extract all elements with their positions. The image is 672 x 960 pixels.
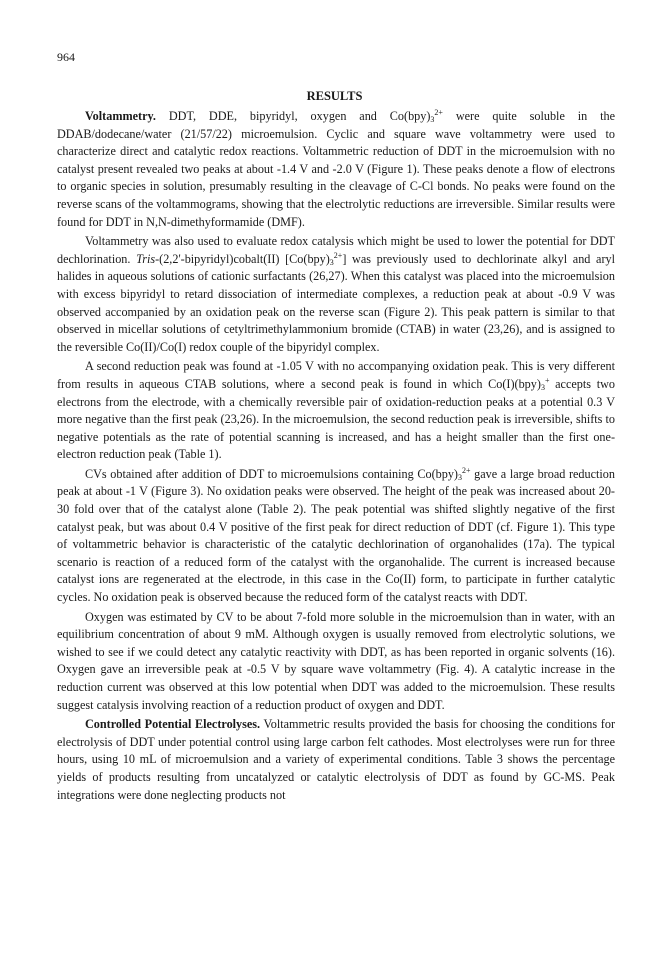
superscript: 2+ [434,108,443,117]
superscript: 2+ [333,250,343,260]
paragraph-oxygen [57,609,615,715]
paragraph-second-peak [57,358,615,464]
page-number: 964 [57,50,75,64]
text-span: ] was previously used to dechlorinate alkyl and aryl halides in aqueous solutions of cationic surfactants (26,27). When this catalyst was placed into the microemulsion with excess bipyridyl to retard dissociation of intermediate complexes, a reduction peak at about -0.9 V was observed accompanied by an oxidation peak on the reverse scan (Figure 2). This peak pattern is similar to that observed in micellar solutions of cetyltrimethylammonium bromide (CTAB) in water (23,26), and is assigned to the reversible Co(II)/Co(I) redox couple of the bipyridyl complex. [57,251,615,354]
italic-term: Tris [136,251,156,266]
superscript: 2+ [461,465,471,475]
text-span: gave a large broad reduction peak at about -1 V (Figure 3). No oxidation peaks were observed. The height of the peak was increased about 20-30 fold over that of the catalyst alone (Table 2). The peak potential was shifted slightly negative of the first catalyst peak, but was about 0.4 V positive of the first peak for direct reduction of DDT (cf. Figure 1). This type of voltammetric behavior is characteristic of the catalytic dechlorination of organohalides (17a). The typical scenario is reaction of a reduced form of the catalyst with the organohalide. The current is increased because catalyst ions are regenerated at the electrode, in this case in the Co(II) form, to participate in further catalytic cycles. No oxidation peak is observed because the reduced form of the catalyst reacts with DDT. [57,466,615,605]
subscript: 3 [457,472,462,482]
runin-heading-voltammetry: Voltammetry. [85,109,156,123]
paragraph-electrolyses [57,716,615,804]
section-heading: RESULTS [306,89,363,103]
paragraph-voltammetry [57,108,615,231]
text-span: Oxygen was estimated by CV to be about 7-fold more soluble in the microemulsion than in water, with an equilibrium concentration of about 9 mM. Although oxygen is usually removed from electrolytic solutions, we wished to see if we could detect any catalytic reactivity with DDT, as has been reported in organic solvents (16). Oxygen gave an irreversible peak at -0.5 V by square wave voltammetry (Fig. 4). A catalytic increase in the reduction current was observed at this low potential when DDT was added to the microemulsion. These results suggest catalysis involving reaction of a reduction product of oxygen and DDT. [57,609,615,712]
text-span: DDT, DDE, bipyridyl, oxygen and Co(bpy) [155,109,431,123]
runin-heading-electrolyses: Controlled Potential Electrolyses. [85,717,261,732]
text-span: CVs obtained after addition of DDT to microemulsions containing Co(bpy) [85,466,458,481]
subscript: 3 [329,257,334,267]
subscript: 3 [430,115,435,124]
body-text [57,108,615,804]
text-span: Voltammetric results provided the basis for choosing the conditions for electrolysis of DDT under potential control using large carbon felt cathodes. Most electrolyses were run for three hours, using 10 mL of microemulsion and a variety of experimental conditions. Table 3 shows the percentage yields of products resulting from uncatalyzed or catalytic electrolysis of DDT as found by GC-MS. Peak integrations were done neglecting products not [57,717,616,802]
text-span: were quite soluble in the DDAB/dodecane/water (21/57/22) microemulsion. Cyclic and square wave voltammetry were used to characterize direct and catalytic redox reactions. Voltammetric reduction of DDT in the microemulsion with no catalyst present revealed two peaks at about -1.4 V and -2.0 V (Figure 1). These peaks denote a flow of electrons to organic species in solution, presumably resulting in the cleavage of C-Cl bonds. No peaks were found on the reverse scans of the voltammograms, showing that the electrolytic reductions are irreversible. Similar results were found for DDT in N,N-dimethyformamide (DMF). [57,109,615,229]
superscript: + [544,375,550,385]
text-span: Voltammetry was also used to evaluate redox catalysis which might be used to lower the potential for DDT dechlorination. [57,234,615,266]
paragraph-catalysis [57,233,615,356]
text-span: -(2,2'-bipyridyl)cobalt(II) [Co(bpy) [155,251,330,266]
text-span: accepts two electrons from the electrode, with a chemically reversible pair of oxidation-reduction peaks at a potential 0.3 V more negative than the first peak (23,26). In the microemulsion, the second reduction peak is irreversible, shifts to negative potentials as the rate of potential scanning is increased, and has a height smaller than the first one-electron reduction peak (Table 1). [57,376,615,462]
subscript: 3 [540,382,545,392]
text-span: A second reduction peak was found at -1.05 V with no accompanying oxidation peak. This is very different from results in aqueous CTAB solutions, where a second peak is found in which Co(I)(bpy) [57,359,615,391]
paragraph-cvs [57,466,615,607]
